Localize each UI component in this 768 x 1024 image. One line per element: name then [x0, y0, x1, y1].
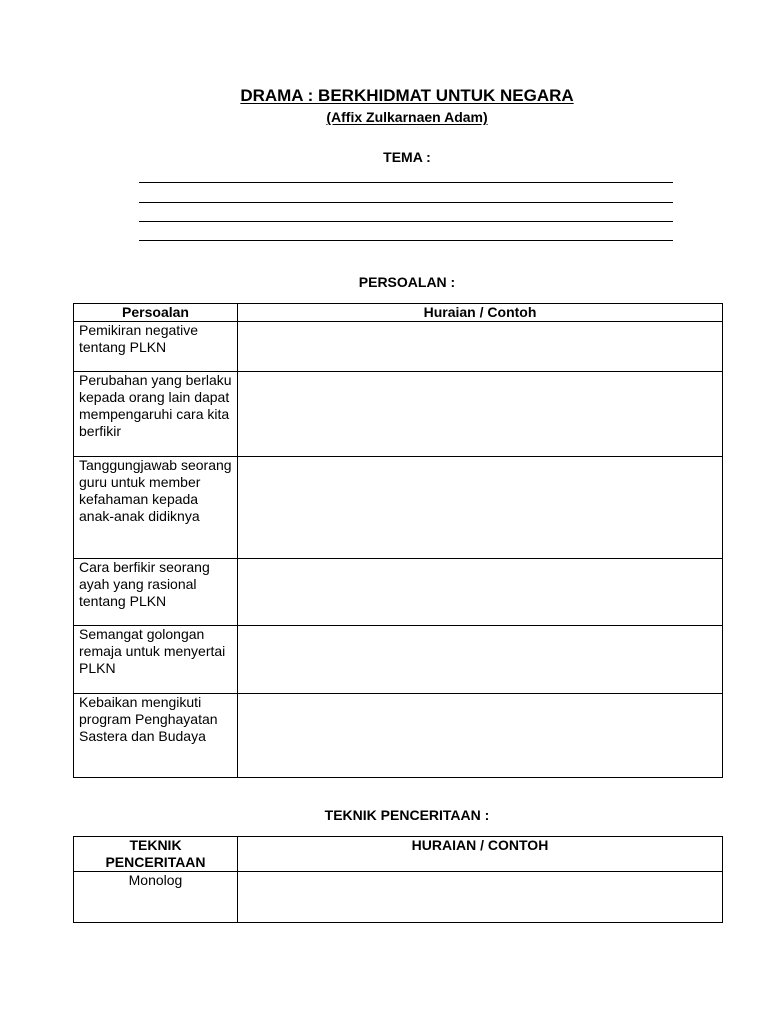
persoalan-cell: Cara berfikir seorang ayah yang rasional tentang PLKN — [74, 559, 238, 626]
persoalan-cell: Semangat golongan remaja untuk menyertai PLKN — [74, 626, 238, 694]
teknik-table — [73, 836, 723, 923]
persoalan-cell: Pemikiran negative tentang PLKN — [74, 322, 238, 372]
table-row — [74, 372, 723, 457]
teknik-heading: TEKNIK PENCERITAAN : — [324, 807, 490, 823]
persoalan-cell: Kebaikan mengikuti program Penghayatan Sastera dan Budaya — [74, 694, 238, 778]
huraian-cell[interactable] — [238, 372, 723, 457]
tema-answer-line-1[interactable] — [139, 182, 673, 183]
teknik-column-header: TEKNIK PENCERITAAN — [74, 837, 238, 872]
persoalan-header-row — [74, 304, 723, 322]
document-author: (Affix Zulkarnaen Adam) — [326, 109, 488, 125]
huraian-cell[interactable] — [238, 694, 723, 778]
table-row — [74, 626, 723, 694]
persoalan-cell: Tanggungjawab seorang guru untuk member kefahaman kepada anak-anak didiknya — [74, 457, 238, 559]
huraian-column-header: HURAIAN / CONTOH — [238, 837, 723, 872]
persoalan-column-header: Persoalan — [74, 304, 238, 322]
huraian-cell[interactable] — [238, 626, 723, 694]
huraian-cell[interactable] — [238, 322, 723, 372]
huraian-cell[interactable] — [238, 872, 723, 923]
table-row — [74, 457, 723, 559]
table-row — [74, 322, 723, 372]
teknik-cell: Monolog — [74, 872, 238, 923]
persoalan-heading: PERSOALAN : — [358, 274, 456, 290]
persoalan-cell: Perubahan yang berlaku kepada orang lain dapat mempengaruhi cara kita berfikir — [74, 372, 238, 457]
huraian-cell[interactable] — [238, 559, 723, 626]
tema-answer-line-2[interactable] — [139, 202, 673, 203]
huraian-cell[interactable] — [238, 457, 723, 559]
table-row — [74, 694, 723, 778]
table-row — [74, 559, 723, 626]
tema-answer-line-4[interactable] — [139, 240, 673, 241]
teknik-header-row — [74, 837, 723, 872]
huraian-column-header: Huraian / Contoh — [238, 304, 723, 322]
tema-answer-line-3[interactable] — [139, 221, 673, 222]
tema-heading: TEMA : — [383, 149, 431, 165]
persoalan-table — [73, 303, 723, 778]
document-title: DRAMA : BERKHIDMAT UNTUK NEGARA — [240, 86, 574, 105]
table-row — [74, 872, 723, 923]
